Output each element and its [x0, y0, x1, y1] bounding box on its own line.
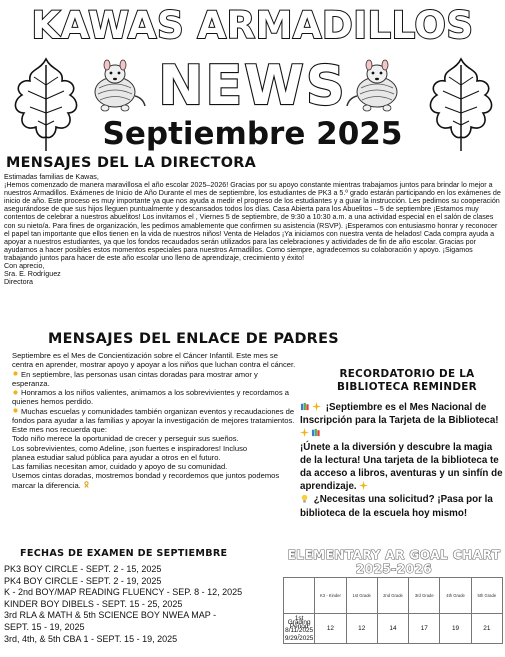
parents-intro: Septiembre es el Mes de Concientización sobre el Cáncer Infantil. Este mes se centra en aprender, mostrar apoyo y apoyar a los niños que luchan contra el cáncer. — [12, 351, 296, 370]
ar-goal-cell: 12 — [346, 614, 377, 644]
sun-icon — [12, 407, 19, 414]
ar-chart-title-text: ELEMENTARY AR GOAL CHART — [287, 548, 501, 562]
director-heading: MENSAJES DEL LA DIRECTORA — [6, 155, 257, 171]
exam-item: K - 2nd BOY/MAP READING FLUENCY - SEP. 8 - 12, 2025 — [4, 587, 243, 598]
ar-header-cell: 1st Grade — [346, 578, 377, 614]
parents-message — [12, 351, 297, 490]
ar-goal-cell: 19 — [440, 614, 471, 644]
ar-goal-row — [284, 614, 503, 644]
exam-item: 3rd, 4th, & 5th CBA 1 - SEPT. 15 - 19, 2025 — [4, 633, 178, 644]
ar-header-cell: 2nd Grade — [377, 578, 408, 614]
director-name: Sra. E. Rodríguez — [4, 270, 61, 279]
parents-bullet-1: En septiembre, las personas usan cintas doradas para mostrar amor y esperanza. — [12, 369, 258, 388]
masthead-month: Septiembre 2025 — [102, 116, 403, 152]
ar-header-cell — [284, 578, 315, 614]
parents-r4: Las familias necesitan amor, cuidado y apoyo de su comunidad. — [12, 462, 228, 471]
library-p2: ¡Únete a la diversión y descubre la magia de la lectura! Una tarjeta de la biblioteca te da acceso a libros, aventuras y un sinfín de aprendizaje. — [300, 441, 503, 493]
ar-header-row — [284, 578, 503, 614]
parents-bullet-2: Honramos a los niños valientes, animamos a los sobrevivientes y recordamos a quienes hemos perdido. — [12, 388, 290, 407]
leaf-right-icon — [425, 55, 497, 155]
ar-goal-table — [283, 577, 503, 644]
exam-item: PK4 BOY CIRCLE - SEPT. 2 - 19, 2025 — [4, 575, 162, 586]
ar-goal-cell: 12 — [315, 614, 346, 644]
director-greeting: Estimadas familias de Kawas, — [4, 173, 99, 181]
sparkle-icon — [359, 481, 368, 490]
sun-icon — [12, 370, 19, 377]
exam-dates-list — [4, 564, 289, 645]
masthead-school-name: KAWAS ARMADILLOS — [31, 4, 474, 47]
library-p1: ¡Septiembre es el Mes Nacional de Inscripción para la Tarjeta de la Biblioteca! — [300, 402, 499, 427]
masthead-news: NEWS — [158, 54, 347, 117]
ar-header-cell: 5th Grade — [471, 578, 502, 614]
ar-goal-cell: 17 — [409, 614, 440, 644]
sun-icon — [12, 389, 19, 396]
director-letter — [4, 173, 502, 286]
library-p3: ¿Necesitas una solicitud? ¡Pasa por la biblioteca de la escuela hoy mismo! — [300, 494, 493, 519]
library-title: RECORDATORIO DE LA BIBLIOTECA REMINDER — [337, 368, 477, 393]
parents-bullet-3: Muchas escuelas y comunidades también organizan eventos y recaudaciones de fondos para ayudar a las familias y apoyar la investigación de mejores tratamientos. — [12, 406, 295, 425]
ar-header-cell: 3rd Grade — [409, 578, 440, 614]
ribbon-icon — [83, 481, 90, 488]
exam-item: PK3 BOY CIRCLE - SEPT. 2 - 15, 2025 — [4, 564, 162, 574]
armadillo-right-icon — [345, 58, 407, 114]
director-title: Directora — [4, 278, 33, 287]
ar-header-cell: 4th Grade — [440, 578, 471, 614]
parents-r5: Usemos cintas doradas, mostremos bondad y recordemos que juntos podemos marcar la diferencia. — [12, 471, 280, 490]
exam-item: SEPT. 15 - 19, 2025 — [4, 621, 85, 632]
ar-row-label: 1st Grading Period 8/11/2025 - 9/29/2025 — [284, 614, 314, 642]
leaf-left-icon — [10, 55, 82, 155]
ar-chart-subtitle: 2025-2026 — [355, 562, 433, 576]
sparkle-icon — [312, 402, 321, 411]
parents-remember: Este mes nos recuerda que: — [12, 425, 107, 434]
books-icon — [300, 402, 310, 411]
ar-header-cell: K3 - Kinder — [315, 578, 346, 614]
library-message — [300, 401, 503, 520]
ar-chart-title — [284, 548, 504, 576]
ar-goal-cell: 14 — [377, 614, 408, 644]
parents-r2: Los sobrevivientes, como Adeline, ¡son fuertes e inspiradores! Incluso — [12, 443, 248, 453]
parents-heading: MENSAJES DEL ENLACE DE PADRES — [48, 331, 339, 347]
exam-item: 3rd RLA & MATH & 5th SCIENCE BOY NWEA MAP - — [4, 610, 217, 621]
exam-item: KINDER BOY DIBELS - SEPT. 15 - 25, 2025 — [4, 598, 183, 609]
parents-r1: Todo niño merece la oportunidad de crecer y perseguir sus sueños. — [12, 434, 239, 444]
parents-r3: planea estudiar salud pública para ayudar a otros en el futuro. — [12, 452, 221, 462]
sparkle-icon — [300, 428, 309, 437]
exam-dates-title: FECHAS DE EXAMEN DE SEPTIEMBRE — [20, 548, 228, 559]
director-closing: Con aprecio, — [4, 262, 45, 271]
armadillo-left-icon — [85, 58, 147, 114]
director-body: ¡Hemos comenzado de manera maravillosa el año escolar 2025–2026! Gracias por su apoyo constante mientras trabajamos juntos para brindar lo mejor a nuestros Armadillos. Exámenes de Inicio de Año Durante el mes de septiembre, los estudiantes de PK3 a 5.º grado estarán participando en los exámenes de inicio de año. Este proceso es muy importante ya que nos ayuda a medir el progreso de los estudiantes y a guiar la instrucción. Les pedimos su cooperación asegurándose de que sus hijos lleguen puntualmente y descansados todos los días. Casa Abierta para los Abuelitos – 5 de septiembre ¡Estamos muy contentos de celebrar a nuestros abuelitos! Los invitamos el , Viernes 5 de septiembre, de 9:30 a 10:30 a.m. a una actividad especial en el salón de clases con su nieto/a. Para fines de organización, les pedimos amablemente que confirmen su asistencia (RSVP). ¡Esperamos con entusiasmo honrar y reconocer el papel tan importante que ellos tienen en la vida de nuestros niños! Venta de Helados ¡Ya iniciamos con nuestra venta de helados! Cada compra ayuda a apoyar a nuestros estudiantes, ya que los fondos recaudados serán utilizados para las celebraciones y actividades de fin de año escolar. Gracias por ayudarnos a hacer posibles estos momentos especiales para nuestros Armadillos. Como siempre, agradecemos su colaboración y apoyo. ¡Sigamos trabajando juntos para hacer de este año escolar uno lleno de aprendizaje, crecimiento y éxito! — [4, 181, 501, 262]
books-icon — [311, 428, 321, 437]
ar-goal-cell: 21 — [471, 614, 502, 644]
lightbulb-icon — [300, 494, 309, 503]
